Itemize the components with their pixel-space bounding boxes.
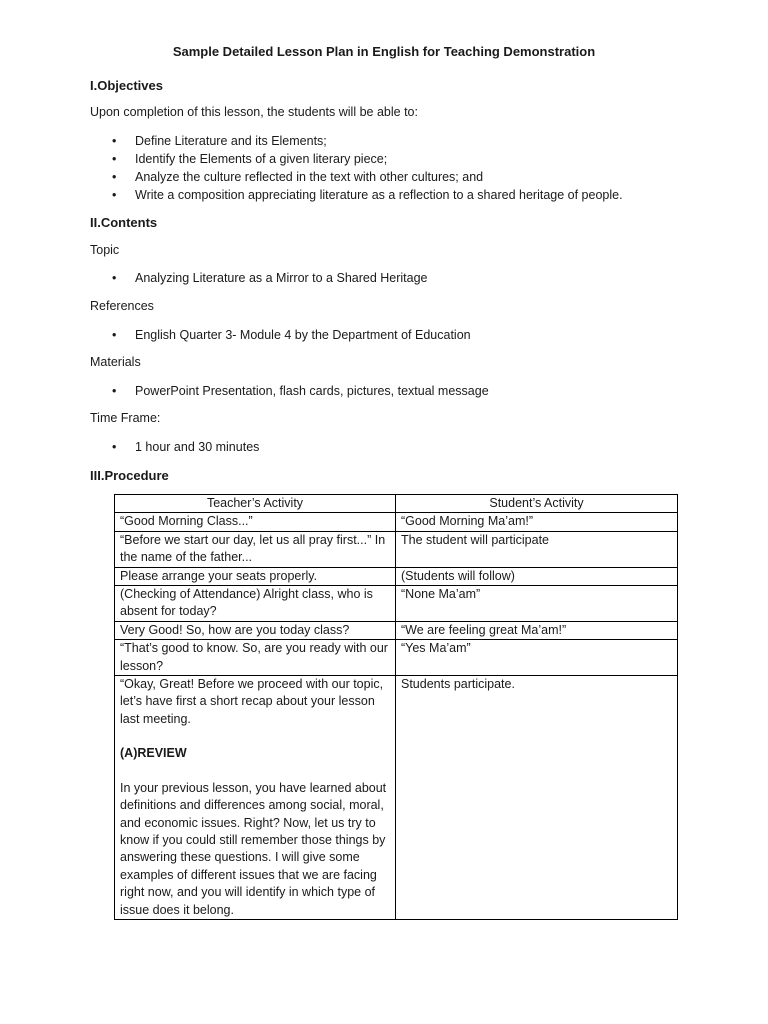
column-header-student: Student’s Activity	[396, 495, 678, 513]
materials-label: Materials	[90, 355, 141, 369]
procedure-heading: III.Procedure	[90, 468, 169, 483]
references-label: References	[90, 299, 154, 313]
review-heading: (A)REVIEW	[120, 746, 187, 761]
teacher-cell	[115, 676, 396, 920]
procedure-table	[114, 494, 678, 920]
objectives-heading: I.Objectives	[90, 78, 163, 93]
bullet-icon: •	[112, 440, 117, 454]
bullet-icon: •	[112, 328, 117, 342]
table-row	[115, 676, 678, 920]
student-cell: The student will participate	[396, 531, 678, 567]
bullet-icon: •	[112, 188, 117, 202]
topic-label: Topic	[90, 243, 120, 257]
timeframe-label: Time Frame:	[90, 411, 161, 425]
table-row	[115, 567, 678, 585]
document-page: Sample Detailed Lesson Plan in English for Teaching Demonstration I.Objectives Upon completion of this lesson, the students will be able to: • Define Literature and its Elements; • Identify the Elements of a given literary piece; • Analyze the culture reflected in the text with other cultures; and • Write a composition appreciating literature as a reflection to a shared heritage of people. II.Contents Topic • Analyzing Literature as a Mirror to a Shared Heritage References • English Quarter 3- Module 4 by the Department of Education Materials • PowerPoint Presentation, flash cards, pictures, textual message Time Frame: • 1 hour and 30 minutes III.Procedure Teacher’s Activity Student’s Activity “Good Morning Class...” “Good Morning Ma’am!” “Before we start our day, let us all pray first...” In the name of the father... The student will participate Please arrange your seats properly. (Students will follow) (Checking of Attendance) Alright class, who is absent for today? “None Ma’am” Very Good! So, how are you today class? “We are feeling great Ma’am!” “That’s good to know. So, are you ready with our lesson? “Yes Ma’am” “Okay, Great! Before we proceed with our topic, let’s have first a short recap about your lesson last meeting. (A)REVIEW In your previous lesson, you have learned about definitions and differences among social, moral, and economic issues. Right? Now, let us try to know if you could still remember those things by answering these questions. I will give some examples of different issues that we are facing right now, and you will identify in which type of issue does it belong. Students participate.	[0, 0, 768, 1024]
bullet-icon: •	[112, 134, 117, 148]
teacher-cell: Please arrange your seats properly.	[115, 567, 396, 585]
teacher-cell: “Good Morning Class...”	[115, 513, 396, 531]
table-row	[115, 621, 678, 639]
objectives-intro: Upon completion of this lesson, the students will be able to:	[90, 105, 418, 119]
teacher-cell: “Before we start our day, let us all pray first...” In the name of the father...	[115, 531, 396, 567]
student-cell: Students participate.	[396, 676, 678, 920]
teacher-cell: (Checking of Attendance) Alright class, who is absent for today?	[115, 586, 396, 622]
bullet-icon: •	[112, 384, 117, 398]
table-row	[115, 586, 678, 622]
column-header-teacher: Teacher’s Activity	[115, 495, 396, 513]
table-row	[115, 531, 678, 567]
table-header-row	[115, 495, 678, 513]
page-title: Sample Detailed Lesson Plan in English for Teaching Demonstration	[172, 44, 596, 59]
contents-heading: II.Contents	[90, 215, 158, 230]
bullet-icon: •	[112, 170, 117, 184]
bullet-icon: •	[112, 152, 117, 166]
table-row	[115, 513, 678, 531]
review-text: In your previous lesson, you have learned about definitions and differences among social, moral, and economic issues. Right? Now, let us try to know if you could still remember those things by answering these questions. I will give some examples of different issues that we are facing right now, and you will identify in which type of issue does it belong.	[120, 780, 387, 917]
student-cell: “None Ma’am”	[396, 586, 678, 622]
student-cell: “We are feeling great Ma’am!”	[396, 621, 678, 639]
table-row	[115, 640, 678, 676]
bullet-icon: •	[112, 271, 117, 285]
student-cell: (Students will follow)	[396, 567, 678, 585]
student-cell: “Yes Ma’am”	[396, 640, 678, 676]
student-cell: “Good Morning Ma’am!”	[396, 513, 678, 531]
teacher-cell: Very Good! So, how are you today class?	[115, 621, 396, 639]
teacher-cell: “That’s good to know. So, are you ready with our lesson?	[115, 640, 396, 676]
teacher-intro: “Okay, Great! Before we proceed with our topic, let’s have first a short recap about your lesson last meeting.	[120, 677, 384, 726]
